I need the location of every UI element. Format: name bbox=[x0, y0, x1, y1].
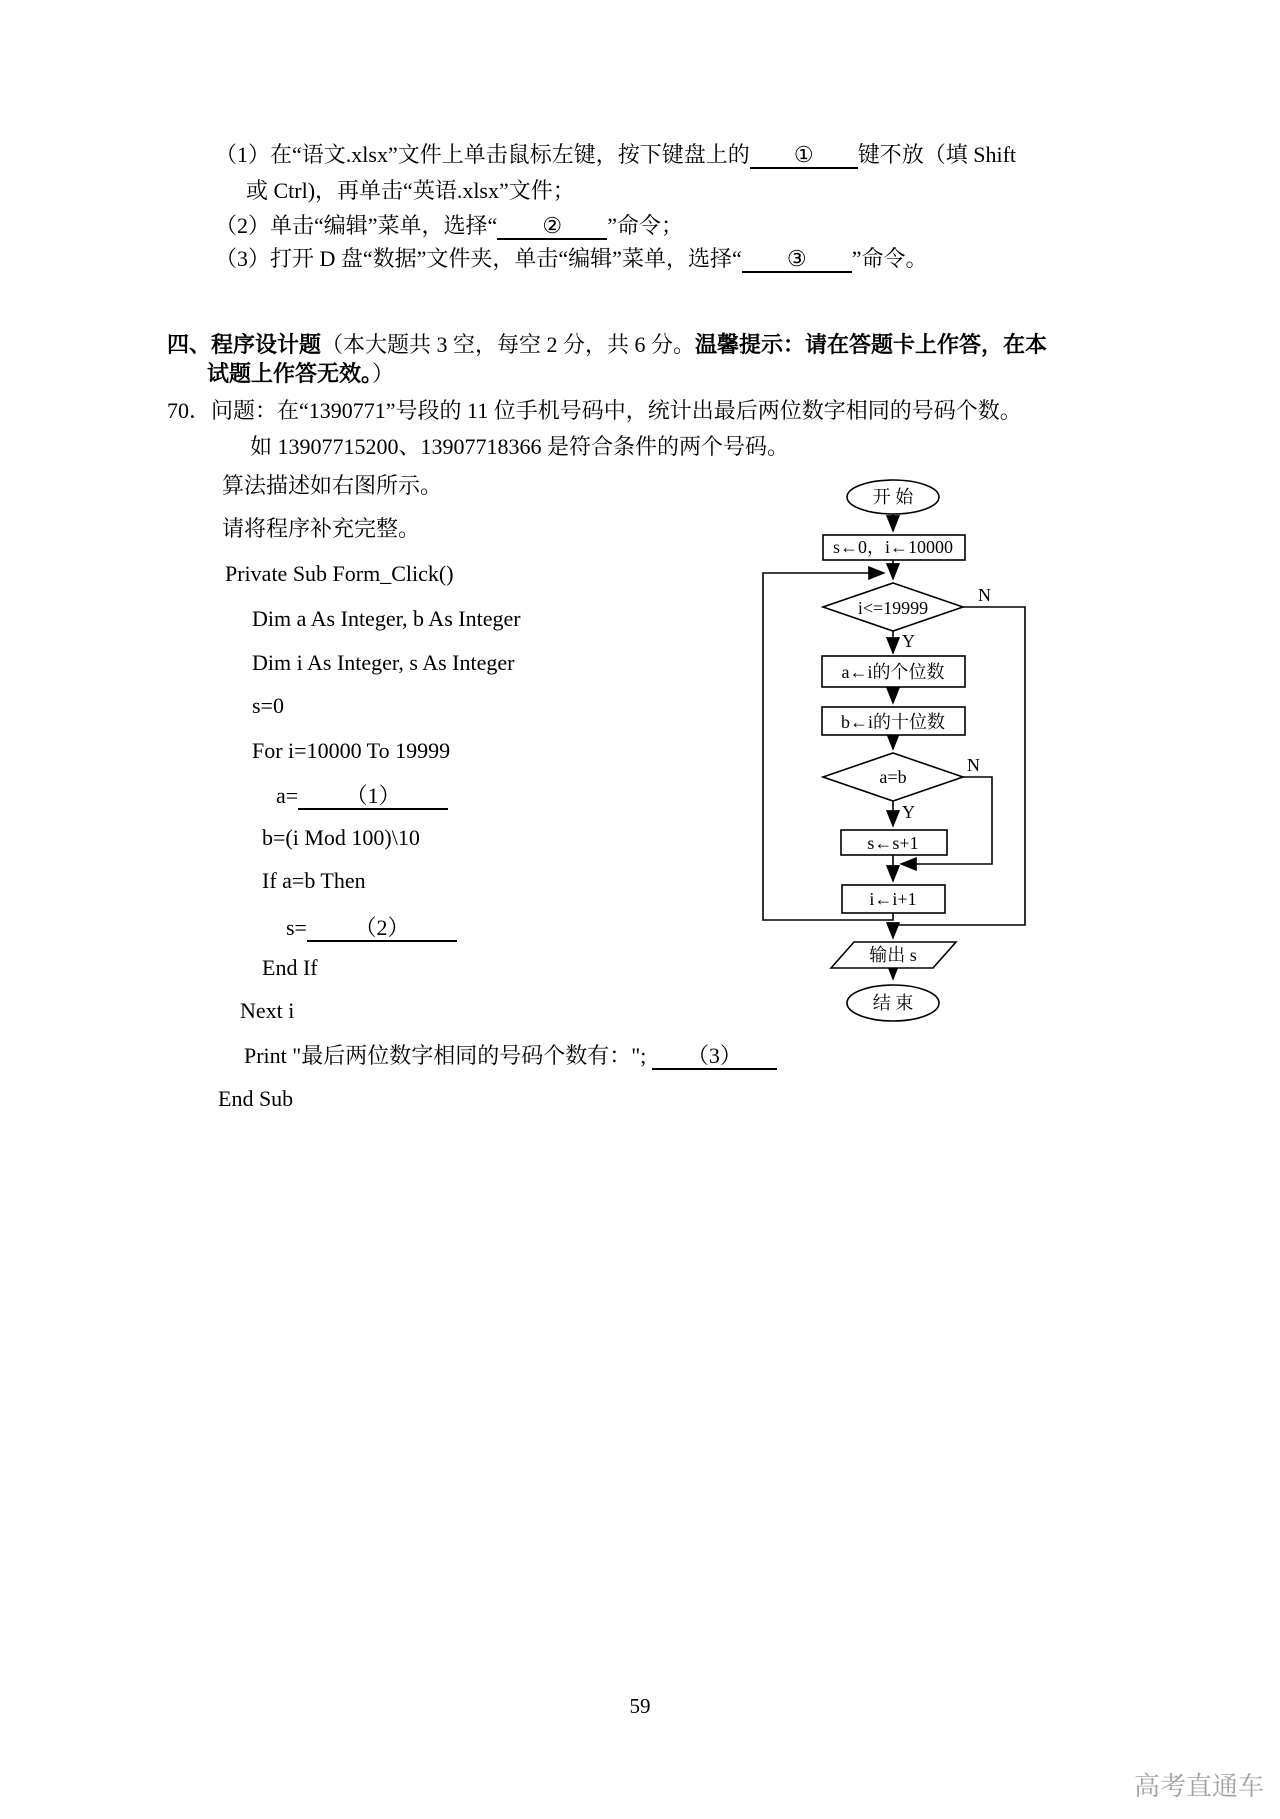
code-line-end-if: End If bbox=[262, 955, 318, 980]
excel-step-2 bbox=[215, 212, 683, 240]
excel-step-2-suffix: ”命令； bbox=[607, 213, 684, 238]
code-line-next: Next i bbox=[240, 998, 295, 1023]
section-4-notice-2: 试题上作答无效。 bbox=[207, 361, 373, 386]
question-70-note-2 bbox=[222, 515, 420, 543]
blank-circle-2: ② bbox=[497, 214, 607, 240]
code-line-for: For i=10000 To 19999 bbox=[252, 738, 451, 763]
code-blank-1: （1） bbox=[298, 784, 448, 810]
init-label: s←0，i←10000 bbox=[832, 537, 954, 557]
excel-step-2-text: （2）单击“编辑”菜单，选择“ bbox=[215, 213, 498, 238]
increment-i-label: i←i+1 bbox=[869, 889, 917, 909]
question-70-text: 问题：在“1390771”号段的 11 位手机号码中，统计出最后两位数字相同的号码个数。 bbox=[211, 398, 1022, 423]
loop-condition-label: i<=19999 bbox=[857, 598, 929, 618]
code-blank-3: （3） bbox=[652, 1044, 777, 1070]
ab-condition-label: a=b bbox=[879, 767, 907, 787]
code-line-s0: s=0 bbox=[252, 693, 284, 718]
section-4-score-note: （本大题共 3 空，每空 2 分，共 6 分。 bbox=[321, 332, 696, 357]
excel-step-3-suffix: ”命令。 bbox=[851, 246, 928, 271]
code-line-blank-1: a= （1） bbox=[276, 782, 448, 810]
flowchart bbox=[640, 470, 1100, 1040]
ab-yes-label: Y bbox=[902, 802, 915, 822]
excel-step-1-line-1 bbox=[215, 141, 1016, 169]
code-line-b-assign: b=(i Mod 100)\10 bbox=[262, 825, 420, 850]
code-line-if: If a=b Then bbox=[262, 868, 366, 893]
loop-no-label: N bbox=[978, 585, 991, 605]
excel-step-3 bbox=[215, 245, 927, 273]
excel-step-1-text: （1）在“语文.xlsx”文件上单击鼠标左键，按下键盘上的 bbox=[215, 142, 750, 167]
section-4-title: 四、程序设计题 bbox=[167, 332, 322, 357]
code-line-print-blank-3: Print "最后两位数字相同的号码个数有："; （3） bbox=[244, 1042, 777, 1070]
code-blank-2: （2） bbox=[307, 916, 457, 942]
blank-circle-1: ① bbox=[750, 143, 858, 169]
section-4-heading-line-2 bbox=[207, 360, 394, 388]
increment-s-label: s←s+1 bbox=[867, 833, 919, 853]
excel-step-1-suffix: 键不放（填 Shift bbox=[857, 142, 1017, 167]
question-70-stem-line-2 bbox=[250, 433, 789, 461]
code-line-dim-is: Dim i As Integer, s As Integer bbox=[252, 650, 515, 675]
code-line-end-sub: End Sub bbox=[218, 1086, 294, 1111]
question-70-number: 70． bbox=[167, 398, 212, 423]
excel-step-1-text-2: 或 Ctrl)，再单击“英语.xlsx”文件； bbox=[246, 178, 575, 203]
blank-circle-3: ③ bbox=[742, 247, 852, 273]
note-complete: 请将程序补充完整。 bbox=[222, 516, 421, 541]
question-70-note-1 bbox=[222, 472, 442, 500]
excel-step-1-line-2 bbox=[246, 177, 575, 205]
loop-yes-label: Y bbox=[902, 631, 915, 651]
page-number: 59 bbox=[629, 1694, 651, 1718]
ab-no-label: N bbox=[967, 755, 980, 775]
section-4-close-paren: ） bbox=[372, 361, 395, 386]
section-4-heading-line-1 bbox=[167, 331, 1047, 359]
question-70-stem-line-1 bbox=[167, 397, 1022, 425]
code-line-blank-2: s= （2） bbox=[286, 914, 457, 942]
watermark: 高考直通车 bbox=[1133, 1771, 1264, 1801]
code-line-dim-ab: Dim a As Integer, b As Integer bbox=[252, 606, 521, 631]
question-70-example: 如 13907715200、13907718366 是符合条件的两个号码。 bbox=[250, 434, 790, 459]
assign-a-label: a←i的个位数 bbox=[841, 662, 945, 682]
output-label: 输出 s bbox=[869, 945, 917, 965]
note-algorithm: 算法描述如右图所示。 bbox=[222, 473, 443, 498]
section-4-notice: 温馨提示：请在答题卡上作答，在本 bbox=[695, 332, 1048, 357]
code-line-private-sub: Private Sub Form_Click() bbox=[225, 561, 454, 586]
start-label: 开 始 bbox=[872, 487, 914, 507]
assign-b-label: b←i的十位数 bbox=[840, 712, 946, 732]
excel-step-3-text: （3）打开 D 盘“数据”文件夹，单击“编辑”菜单，选择“ bbox=[215, 246, 742, 271]
end-label: 结 束 bbox=[872, 993, 914, 1013]
